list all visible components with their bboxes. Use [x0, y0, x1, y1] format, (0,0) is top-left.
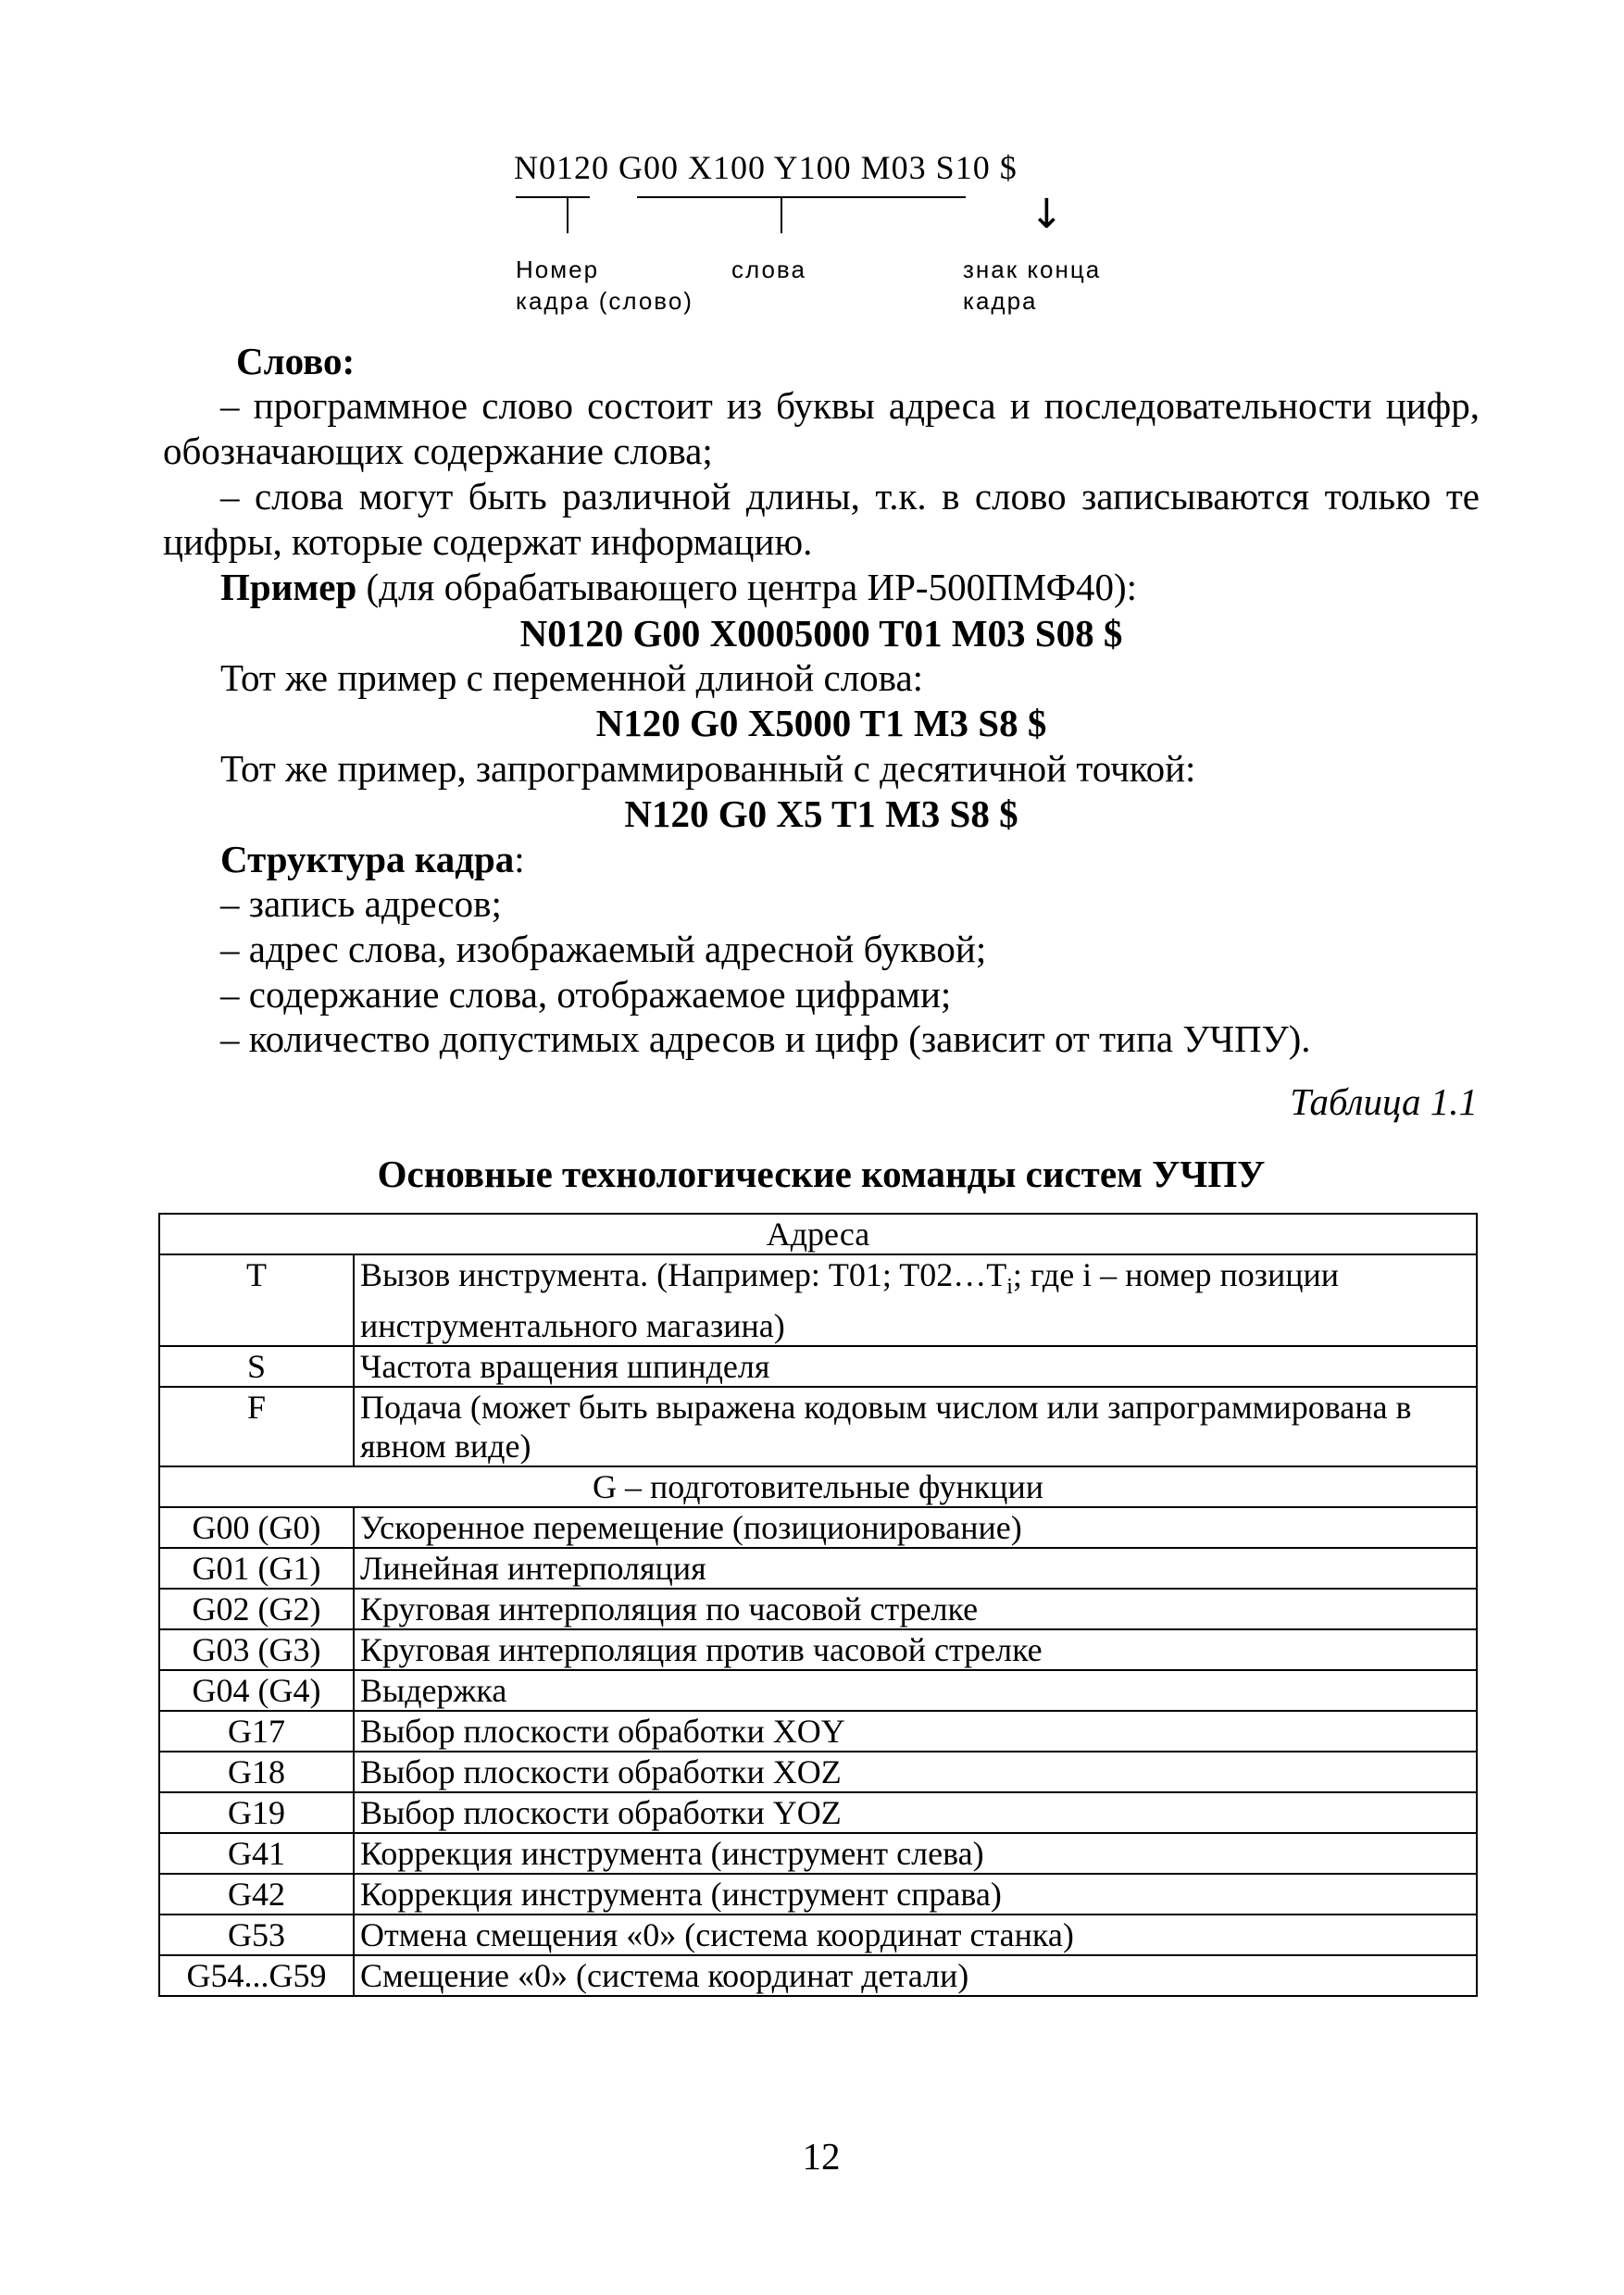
- table-row: [159, 1792, 1477, 1833]
- table-row: [159, 1752, 1477, 1792]
- structure-item-3: – содержание слова, отображаемое цифрами;: [220, 973, 952, 1016]
- word-item-1: – программное слово состоит из буквы адреса и последовательности цифр, обозначающих содержание слова;: [163, 384, 1480, 472]
- label-frame-end: знак конца кадра: [963, 256, 1102, 315]
- decimal-point-text: Тот же пример, запрограммированный с десятичной точкой:: [220, 747, 1196, 790]
- example-code-1: N0120 G00 X0005000 T01 M03 S08 $: [519, 612, 1123, 655]
- label-frame-number: Номер кадра (слово): [516, 256, 693, 315]
- bracket-words-stem: [781, 196, 782, 233]
- table-row: [159, 1874, 1477, 1915]
- command-description: Выбор плоскости обработки XOZ: [354, 1752, 1477, 1792]
- structure-item-2: – адрес слова, изображаемый адресной буквой;: [220, 928, 987, 970]
- word-heading: Слово:: [236, 340, 356, 382]
- table-row: [159, 1833, 1477, 1874]
- command-code: G02 (G2): [159, 1589, 354, 1629]
- bracket-number-top: [516, 196, 590, 198]
- command-code: G54...G59: [159, 1955, 354, 1996]
- command-code: G19: [159, 1792, 354, 1833]
- command-code: G41: [159, 1833, 354, 1874]
- table-row: [159, 1629, 1477, 1670]
- section-address: Адреса: [159, 1214, 1477, 1254]
- command-code: G18: [159, 1752, 354, 1792]
- structure-item-1: – запись адресов;: [220, 882, 502, 925]
- command-description: Отмена смещения «0» (система координат станка): [354, 1915, 1477, 1955]
- command-code: G53: [159, 1915, 354, 1955]
- diagram-code-line: N0120 G00 X100 Y100 M03 S10 $: [514, 149, 1018, 186]
- command-description: Выбор плоскости обработки XOY: [354, 1711, 1477, 1752]
- command-description: Подача (может быть выражена кодовым числом или запрограммирована в явном виде): [354, 1387, 1477, 1466]
- table-caption: Таблица 1.1: [1290, 1080, 1478, 1123]
- bracket-words-top: [637, 196, 966, 198]
- structure-heading: Структура кадра:: [220, 838, 525, 880]
- command-code: G42: [159, 1874, 354, 1915]
- example-line: [220, 565, 1137, 610]
- command-code: G17: [159, 1711, 354, 1752]
- label-words: слова: [731, 256, 806, 283]
- command-code: G00 (G0): [159, 1507, 354, 1548]
- structure-item-4: – количество допустимых адресов и цифр (зависит от типа УЧПУ).: [220, 1017, 1311, 1060]
- command-code: F: [159, 1387, 354, 1466]
- table-row: [159, 1955, 1477, 1996]
- example-label: Пример: [220, 566, 357, 608]
- example-code-2: N120 G0 X5000 T1 M3 S8 $: [595, 702, 1047, 744]
- section-g-functions: G – подготовительные функции: [159, 1466, 1477, 1507]
- table-row: [159, 1711, 1477, 1752]
- table-row: [159, 1589, 1477, 1629]
- command-code: G03 (G3): [159, 1629, 354, 1670]
- command-description: Выбор плоскости обработки YOZ: [354, 1792, 1477, 1833]
- command-code: S: [159, 1346, 354, 1387]
- command-description: Ускоренное перемещение (позиционирование): [354, 1507, 1477, 1548]
- table-row: [159, 1915, 1477, 1955]
- example-code-3: N120 G0 X5 T1 M3 S8 $: [624, 792, 1018, 835]
- page-number: 12: [802, 2135, 841, 2177]
- table-title: Основные технологические команды систем УЧПУ: [377, 1153, 1266, 1195]
- table-row: [159, 1507, 1477, 1548]
- table-section-row: [159, 1214, 1477, 1254]
- command-code: G01 (G1): [159, 1548, 354, 1589]
- table-row: [159, 1254, 1477, 1346]
- example-description: (для обрабатывающего центра ИР-500ПМФ40):: [356, 566, 1138, 608]
- down-arrow-icon: ↓: [1030, 191, 1064, 238]
- command-description: Вызов инструмента. (Например: T01; $T02\dots T_i$; где i – номер позиции инструментального магазина): [354, 1254, 1477, 1346]
- command-description: Выдержка: [354, 1670, 1477, 1711]
- variable-length-text: Тот же пример с переменной длиной слова:: [220, 656, 924, 699]
- command-description: Круговая интерполяция против часовой стрелке: [354, 1629, 1477, 1670]
- command-code: T: [159, 1254, 354, 1346]
- table-row: [159, 1670, 1477, 1711]
- command-description: Коррекция инструмента (инструмент справа): [354, 1874, 1477, 1915]
- command-description: Смещение «0» (система координат детали): [354, 1955, 1477, 1996]
- commands-table: [158, 1213, 1478, 1997]
- table-row: [159, 1346, 1477, 1387]
- command-description: Линейная интерполяция: [354, 1548, 1477, 1589]
- bracket-number-stem: [567, 196, 568, 233]
- word-item-2: – слова могут быть различной длины, т.к. в слово записываются только те цифры, которые содержат информацию.: [163, 475, 1480, 563]
- table-section-row: [159, 1466, 1477, 1507]
- table-row: [159, 1387, 1477, 1466]
- table-row: [159, 1548, 1477, 1589]
- command-description: Коррекция инструмента (инструмент слева): [354, 1833, 1477, 1874]
- command-description: Частота вращения шпинделя: [354, 1346, 1477, 1387]
- command-description: Круговая интерполяция по часовой стрелке: [354, 1589, 1477, 1629]
- command-code: G04 (G4): [159, 1670, 354, 1711]
